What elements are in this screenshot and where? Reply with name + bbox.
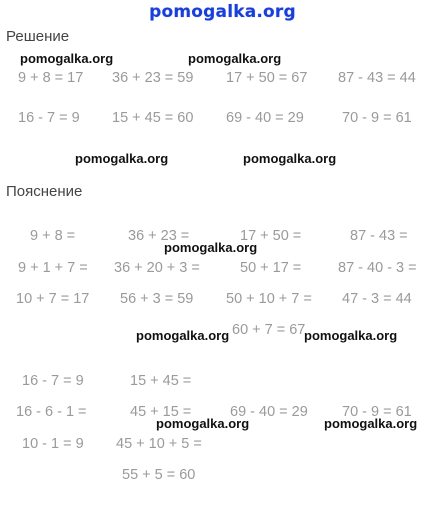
explanation-expression: 47 - 3 = 44 bbox=[342, 291, 412, 307]
explanation-expression: 45 + 10 + 5 = bbox=[116, 436, 202, 452]
explanation-expression: 69 - 40 = 29 bbox=[230, 404, 308, 420]
explanation-expression: 36 + 23 = bbox=[128, 228, 190, 244]
site-logo[interactable]: pomogalka.org bbox=[149, 2, 296, 22]
solution-expression: 70 - 9 = 61 bbox=[342, 110, 412, 126]
explanation-expression: 87 - 43 = bbox=[350, 228, 408, 244]
explanation-expression: 56 + 3 = 59 bbox=[120, 291, 194, 307]
watermark: pomogalka.org bbox=[136, 328, 230, 343]
watermark: pomogalka.org bbox=[243, 151, 337, 166]
solution-expression: 69 - 40 = 29 bbox=[226, 110, 304, 126]
explanation-expression: 16 - 7 = 9 bbox=[22, 373, 84, 389]
explanation-heading: Пояснение bbox=[6, 183, 83, 200]
explanation-expression: 10 + 7 = 17 bbox=[16, 291, 90, 307]
solution-expression: 36 + 23 = 59 bbox=[112, 70, 194, 86]
explanation-expression: 15 + 45 = bbox=[130, 373, 192, 389]
watermark: pomogalka.org bbox=[164, 240, 258, 255]
explanation-expression: 10 - 1 = 9 bbox=[22, 436, 84, 452]
solution-expression: 9 + 8 = 17 bbox=[18, 70, 84, 86]
solution-expression: 16 - 7 = 9 bbox=[18, 110, 80, 126]
explanation-expression: 50 + 17 = bbox=[240, 260, 302, 276]
solution-heading: Решение bbox=[6, 28, 70, 45]
watermark: pomogalka.org bbox=[188, 51, 282, 66]
explanation-expression: 36 + 20 + 3 = bbox=[114, 260, 200, 276]
explanation-expression: 70 - 9 = 61 bbox=[342, 404, 412, 420]
explanation-expression: 9 + 1 + 7 = bbox=[18, 260, 88, 276]
watermark: pomogalka.org bbox=[304, 328, 398, 343]
explanation-expression: 50 + 10 + 7 = bbox=[226, 291, 312, 307]
solution-expression: 15 + 45 = 60 bbox=[112, 110, 194, 126]
solution-expression: 17 + 50 = 67 bbox=[226, 70, 308, 86]
watermark: pomogalka.org bbox=[75, 151, 169, 166]
explanation-expression: 9 + 8 = bbox=[30, 228, 76, 244]
watermark: pomogalka.org bbox=[156, 416, 250, 431]
solution-expression: 87 - 43 = 44 bbox=[338, 70, 416, 86]
explanation-expression: 45 + 15 = bbox=[130, 404, 192, 420]
explanation-expression: 87 - 40 - 3 = bbox=[338, 260, 417, 276]
watermark: pomogalka.org bbox=[324, 416, 418, 431]
explanation-expression: 16 - 6 - 1 = bbox=[16, 404, 87, 420]
explanation-expression: 55 + 5 = 60 bbox=[122, 467, 196, 483]
explanation-expression: 17 + 50 = bbox=[240, 228, 302, 244]
explanation-expression: 60 + 7 = 67 bbox=[232, 322, 306, 338]
watermark: pomogalka.org bbox=[20, 51, 114, 66]
